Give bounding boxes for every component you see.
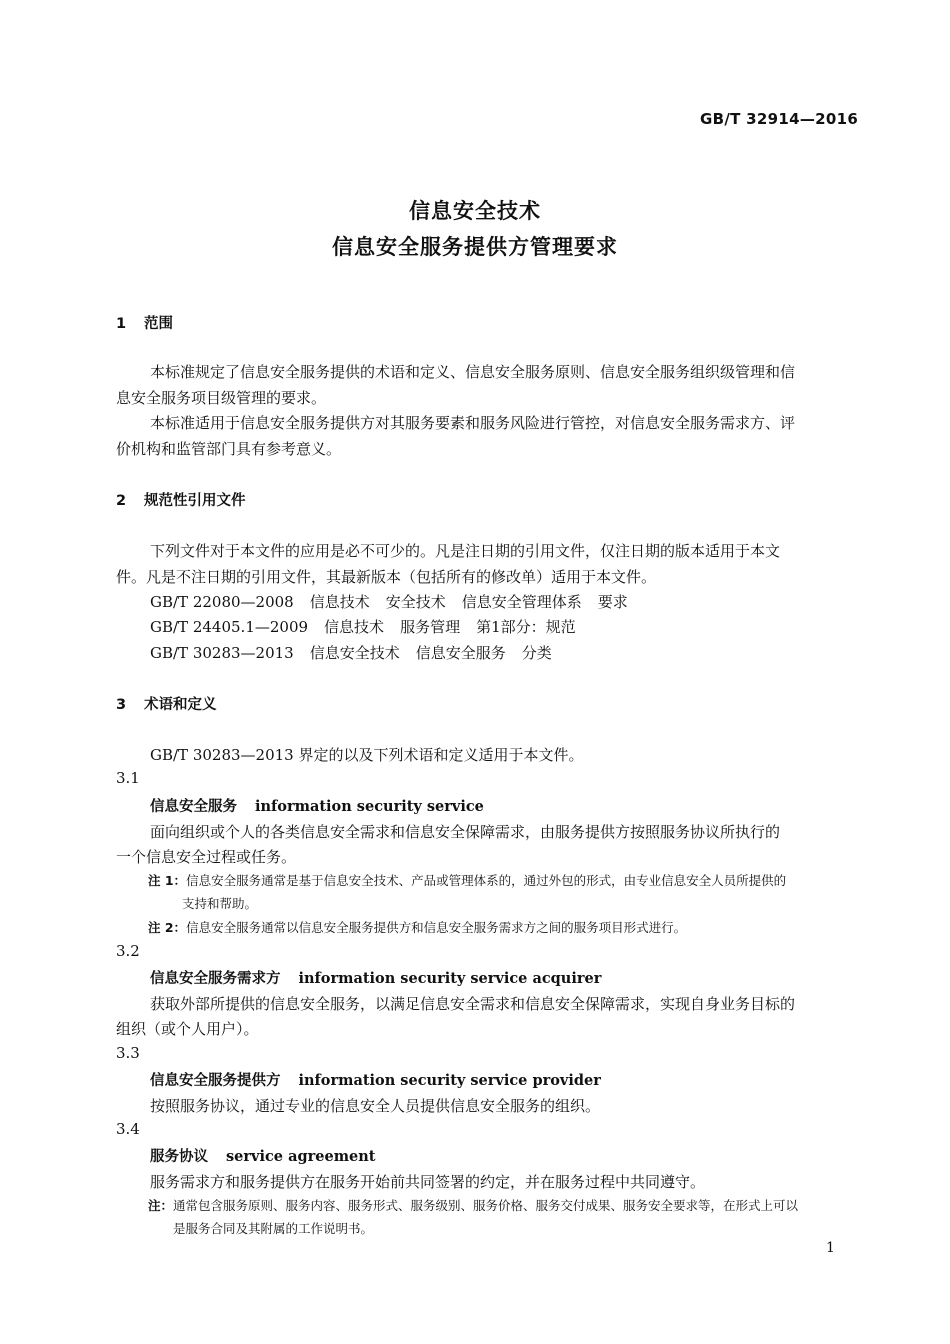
- title-line-1: 信息安全技术: [409, 199, 541, 223]
- section-1-heading: [116, 312, 173, 333]
- term-chinese: 服务协议: [150, 1149, 208, 1165]
- note-line: 是服务合同及其附属的工作说明书。: [173, 1221, 374, 1236]
- reference-title-part: 安全技术: [385, 593, 446, 611]
- paragraph-line: GB/T 30283—2013 界定的以及下列术语和定义适用于本文件。: [150, 746, 584, 764]
- note-label: 注 1：: [148, 873, 187, 888]
- note-line: [148, 871, 786, 889]
- definition-line: 按照服务协议，通过专业的信息安全人员提供信息安全服务的组织。: [150, 1097, 601, 1115]
- reference-title-part: 服务管理: [400, 618, 461, 636]
- normative-reference: [150, 642, 568, 663]
- reference-title-part: 要求: [597, 593, 628, 611]
- definition-line: 组织（或个人用户）。: [116, 1020, 259, 1038]
- term-entry: [150, 1069, 601, 1090]
- reference-title-part: 分类: [521, 644, 552, 662]
- paragraph-line: 下列文件对于本文件的应用是必不可少的。凡是注日期的引用文件，仅注日期的版本适用于本文: [150, 542, 781, 560]
- paragraph-line: 件。凡是不注日期的引用文件，其最新版本（包括所有的修改单）适用于本文件。: [116, 568, 657, 586]
- term-chinese: 信息安全服务: [150, 799, 237, 815]
- term-entry: [150, 1145, 376, 1166]
- term-english: information security service: [255, 798, 484, 815]
- reference-code: GB/T 22080—2008: [150, 593, 294, 611]
- page-number: 1: [826, 1240, 835, 1256]
- normative-reference: [150, 591, 644, 612]
- definition-line: 面向组织或个人的各类信息安全需求和信息安全保障需求，由服务提供方按照服务协议所执行的: [150, 823, 781, 841]
- reference-code: GB/T 24405.1—2009: [150, 618, 309, 636]
- term-chinese: 信息安全服务需求方: [150, 971, 281, 987]
- reference-title-part: 信息技术: [324, 618, 385, 636]
- standard-code: GB/T 32914—2016: [700, 110, 859, 128]
- section-number: 2: [116, 493, 127, 509]
- term-chinese: 信息安全服务提供方: [150, 1073, 281, 1089]
- reference-title-part: 信息安全服务: [415, 644, 506, 662]
- reference-code: GB/T 30283—2013: [150, 644, 294, 662]
- term-entry: [150, 795, 484, 816]
- note-text: 信息安全服务通常是基于信息安全技术、产品或管理体系的，通过外包的形式，由专业信息安全人员所提供的: [186, 873, 787, 888]
- note-text: 通常包含服务原则、服务内容、服务形式、服务级别、服务价格、服务交付成果、服务安全要求等，在形式上可以: [173, 1198, 799, 1213]
- section-title: 术语和定义: [144, 697, 217, 713]
- clause-number: 3.4: [116, 1120, 140, 1138]
- term-english: information security service acquirer: [298, 970, 602, 987]
- section-number: 3: [116, 697, 127, 713]
- section-title: 规范性引用文件: [144, 493, 246, 509]
- definition-line: 获取外部所提供的信息安全服务，以满足信息安全需求和信息安全保障需求，实现自身业务目标的: [150, 995, 796, 1013]
- reference-title-part: 信息安全管理体系: [461, 593, 582, 611]
- reference-title-part: 第1部分：规范: [476, 618, 576, 636]
- term-entry: [150, 967, 601, 988]
- note-label: 注：: [148, 1198, 174, 1213]
- note-line: [148, 918, 686, 936]
- term-english: service agreement: [226, 1148, 376, 1165]
- paragraph-line: 价机构和监管部门具有参考意义。: [116, 440, 342, 458]
- clause-number: 3.3: [116, 1044, 140, 1062]
- paragraph-line: 息安全服务项目级管理的要求。: [116, 389, 327, 407]
- clause-number: 3.1: [116, 769, 140, 787]
- note-line: [148, 1196, 798, 1214]
- note-label: 注 2：: [148, 920, 187, 935]
- normative-reference: [150, 616, 592, 637]
- reference-title-part: 信息技术: [309, 593, 370, 611]
- reference-title-part: 信息安全技术: [309, 644, 400, 662]
- definition-line: 一个信息安全过程或任务。: [116, 848, 297, 866]
- title-line-2: 信息安全服务提供方管理要求: [332, 235, 618, 259]
- note-text: 信息安全服务通常以信息安全服务提供方和信息安全服务需求方之间的服务项目形式进行。: [186, 920, 687, 935]
- paragraph-line: 本标准规定了信息安全服务提供的术语和定义、信息安全服务原则、信息安全服务组织级管理和信: [150, 363, 796, 381]
- note-line: 支持和帮助。: [182, 896, 258, 911]
- section-title: 范围: [144, 316, 173, 332]
- term-english: information security service provider: [298, 1072, 601, 1089]
- clause-number: 3.2: [116, 942, 140, 960]
- definition-line: 服务需求方和服务提供方在服务开始前共同签署的约定，并在服务过程中共同遵守。: [150, 1173, 706, 1191]
- section-3-heading: [116, 693, 217, 714]
- paragraph-line: 本标准适用于信息安全服务提供方对其服务要素和服务风险进行管控，对信息安全服务需求方、评: [150, 414, 796, 432]
- section-number: 1: [116, 316, 127, 332]
- section-2-heading: [116, 489, 246, 510]
